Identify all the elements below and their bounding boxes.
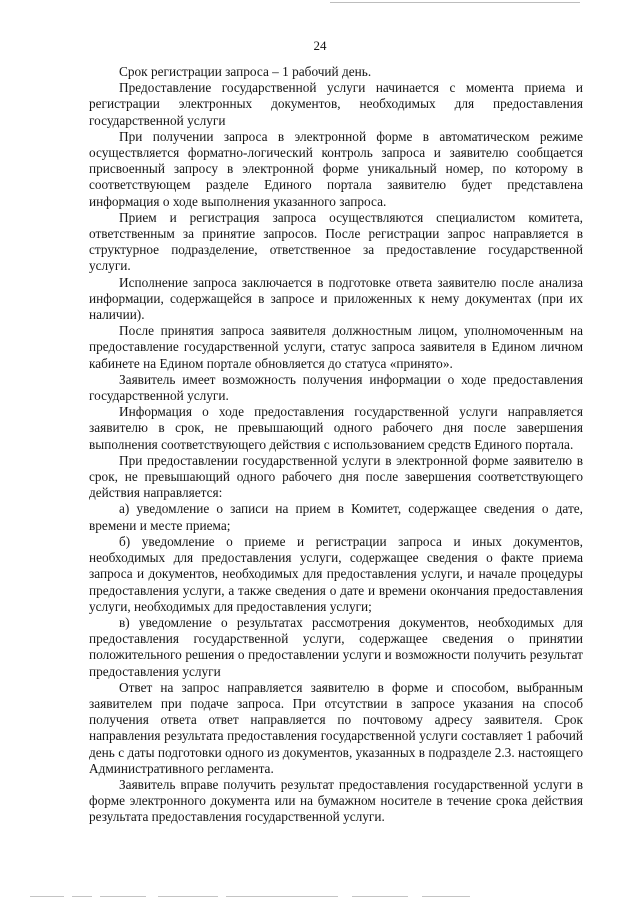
document-body — [89, 64, 583, 826]
paragraph-item-c: в) уведомление о результатах рассмотрения документов, необходимых для предоставления государственной услуги, содержащее сведения о принятии положительного решения о предоставлении услуги и возможности получить результат предоставления услуги — [89, 614, 583, 679]
scan-bottom-edge-marks — [30, 894, 610, 900]
paragraph-response-delivery: Ответ на запрос направляется заявителю в форме и способом, выбранным заявителем при подаче запроса. При отсутствии в запросе указания на способ получения ответа ответ направляется по почтовому адресу заявителя. Срок направления результата предоставления государственной услуги составляет 1 рабочий день с даты подготовки одного из документов, указанных в подразделе 2.3. настоящего Административного регламента. — [89, 679, 583, 776]
paragraph-item-a: а) уведомление о записи на прием в Комитет, содержащее сведения о дате, времени и месте приема; — [89, 501, 583, 533]
paragraph-electronic-notifications: При предоставлении государственной услуги в электронной форме заявителю в срок, не превышающий одного рабочего дня после завершения соответствующего действия направляется: — [89, 452, 583, 501]
paragraph-request-status: После принятия запроса заявителя должностным лицом, уполномоченным на предоставление государственной услуги, статус запроса заявителя в Едином личном кабинете на Едином портале обновляется до статуса «принято». — [89, 323, 583, 371]
paragraph-registration-period: Срок регистрации запроса – 1 рабочий день. — [119, 64, 372, 79]
page-number: 24 — [313, 38, 327, 53]
paragraph-item-b: б) уведомление о приеме и регистрации запроса и иных документов, необходимых для предоставления услуги, содержащее сведения о факте приема запроса и документов, необходимых для предоставления услуги, и начале процедуры предоставления услуги, а также сведения о дате и времени окончания предоставления услуги, необходимых для предоставления услуги; — [89, 533, 583, 614]
paragraph-service-start: Предоставление государственной услуги начинается с момента приема и регистрации электронных документов, необходимых для предоставления государственной услуги — [89, 80, 583, 128]
paragraph-progress-information: Информация о ходе предоставления государственной услуги направляется заявителю в срок, не превышающий одного рабочего дня после завершения выполнения соответствующего действия с использованием средств Единого портала. — [89, 404, 583, 452]
paragraph-result-format: Заявитель вправе получить результат предоставления государственной услуги в форме электронного документа или на бумажном носителе в течение срока действия результата предоставления государственной услуги. — [89, 776, 583, 825]
paragraph-request-registration: Прием и регистрация запроса осуществляются специалистом комитета, ответственным за принятие запросов. После регистрации запрос направляется в структурное подразделение, ответственное за предоставление государственной услуги. — [89, 209, 583, 274]
paragraph-electronic-request-control: При получении запроса в электронной форме в автоматическом режиме осуществляется форматно-логический контроль запроса и заявителю сообщается присвоенный запросу в электронной форме уникальный номер, по которому в соответствующем разделе Единого портала заявителю будет представлена информация о ходе выполнения указанного запроса. — [89, 128, 583, 209]
paragraph-applicant-information: Заявитель имеет возможность получения информации о ходе предоставления государственной услуги. — [89, 371, 583, 404]
paragraph-request-execution: Исполнение запроса заключается в подготовке ответа заявителю после анализа информации, содержащейся в запросе и приложенных к нему документах (при их наличии). — [89, 274, 583, 323]
scan-top-edge-line — [330, 2, 580, 3]
